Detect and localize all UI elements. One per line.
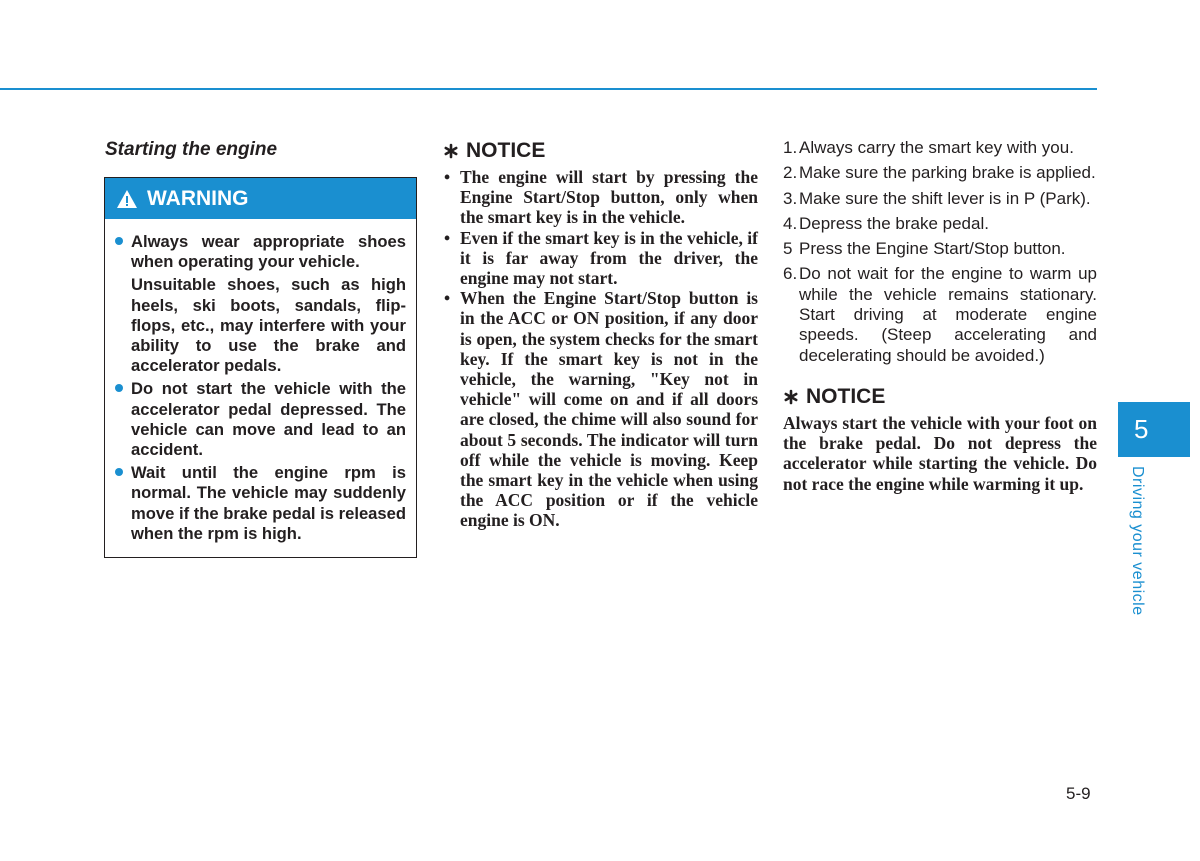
asterisk-star-icon bbox=[783, 389, 799, 405]
notice-item-text: The engine will start by pressing the Engine Start/Stop button, only when the smart key is in the vehicle. bbox=[460, 167, 758, 228]
step-item bbox=[783, 264, 1097, 365]
chapter-number: 5 bbox=[1134, 414, 1149, 444]
bullet-icon: • bbox=[444, 227, 451, 248]
step-number: 2. bbox=[783, 163, 798, 183]
step-number: 6. bbox=[783, 264, 798, 284]
bullet-icon: • bbox=[444, 167, 451, 187]
asterisk-star-icon bbox=[443, 143, 459, 159]
warning-item bbox=[115, 232, 406, 376]
warning-triangle-icon bbox=[116, 189, 138, 209]
step-text: Press the Engine Start/Stop button. bbox=[799, 239, 1066, 259]
notice-item-text: Even if the smart key is in the vehicle, if it is far away from the driver, the engine may not start. bbox=[460, 227, 758, 289]
steps-list bbox=[783, 138, 1097, 366]
chapter-label: Driving your vehicle bbox=[1129, 466, 1146, 616]
chapter-tab bbox=[1118, 402, 1190, 457]
column-right bbox=[783, 138, 1097, 494]
notice-title-2 bbox=[783, 384, 1097, 410]
step-text: Make sure the shift lever is in P (Park). bbox=[799, 188, 1091, 208]
notice-item bbox=[443, 288, 758, 530]
bullet-icon: • bbox=[444, 288, 451, 309]
warning-text: Do not start the vehicle with the accelerator pedal depressed. The vehicle can move and lead to an accident. bbox=[131, 379, 406, 460]
warning-item bbox=[115, 463, 406, 544]
step-number: 4. bbox=[783, 213, 798, 233]
warning-text: Unsuitable shoes, such as high heels, ski boots, sandals, flip-flops, etc., may interfere with your ability to use the brake and accelerator pedals. bbox=[131, 275, 406, 376]
step-text: Make sure the parking brake is applied. bbox=[799, 163, 1096, 183]
step-number: 5 bbox=[783, 239, 793, 259]
step-item bbox=[783, 239, 1097, 259]
notice-title-text: NOTICE bbox=[466, 139, 546, 162]
warning-body bbox=[105, 219, 416, 557]
top-rule bbox=[0, 88, 1097, 90]
column-middle bbox=[443, 138, 758, 531]
warning-item bbox=[115, 379, 406, 460]
step-item bbox=[783, 189, 1097, 209]
step-text: Always carry the smart key with you. bbox=[799, 138, 1074, 157]
notice-list bbox=[443, 167, 758, 531]
bullet-icon bbox=[115, 237, 123, 245]
step-text: Do not wait for the engine to warm up while the vehicle remains stationary. Start driving at moderate engine speeds. (Steep accelerating and decelerating should be avoided.) bbox=[799, 264, 1097, 365]
step-text: Depress the brake pedal. bbox=[799, 213, 989, 233]
step-number: 1. bbox=[783, 138, 798, 157]
notice-title bbox=[443, 138, 758, 164]
step-number: 3. bbox=[783, 188, 798, 208]
step-item bbox=[783, 214, 1097, 234]
notice-item bbox=[443, 167, 758, 228]
column-left bbox=[104, 138, 417, 558]
page-number: 5-9 bbox=[1066, 784, 1091, 803]
warning-box bbox=[104, 177, 417, 558]
step-item bbox=[783, 163, 1097, 183]
section-title: Starting the engine bbox=[105, 139, 278, 160]
notice-2-text: Always start the vehicle with your foot on the brake pedal. Do not depress the accelerator while starting the vehicle. Do not race the engine while warming it up. bbox=[783, 412, 1097, 494]
notice-block-2 bbox=[783, 384, 1097, 494]
warning-text: Always wear appropriate shoes when operating your vehicle. bbox=[131, 232, 406, 272]
bullet-icon bbox=[115, 384, 123, 392]
notice-item bbox=[443, 228, 758, 289]
warning-title: WARNING bbox=[147, 186, 249, 210]
bullet-icon bbox=[115, 468, 123, 476]
step-item bbox=[783, 138, 1097, 158]
warning-header bbox=[105, 178, 416, 219]
notice-title-2-text: NOTICE bbox=[806, 384, 886, 408]
warning-text: Wait until the engine rpm is normal. The vehicle may suddenly move if the brake pedal is released when the rpm is high. bbox=[131, 463, 406, 543]
notice-item-text: When the Engine Start/Stop button is in the ACC or ON position, if any door is open, the system checks for the smart key. If the smart key is not in the vehicle, the warning, "Key not in vehicle" will come on and if all doors are closed, the chime will also sound for about 5 seconds. The indicator will turn off while the vehicle is moving. Keep the smart key in the vehicle when using the ACC position or if the vehicle engine is ON. bbox=[460, 288, 758, 531]
